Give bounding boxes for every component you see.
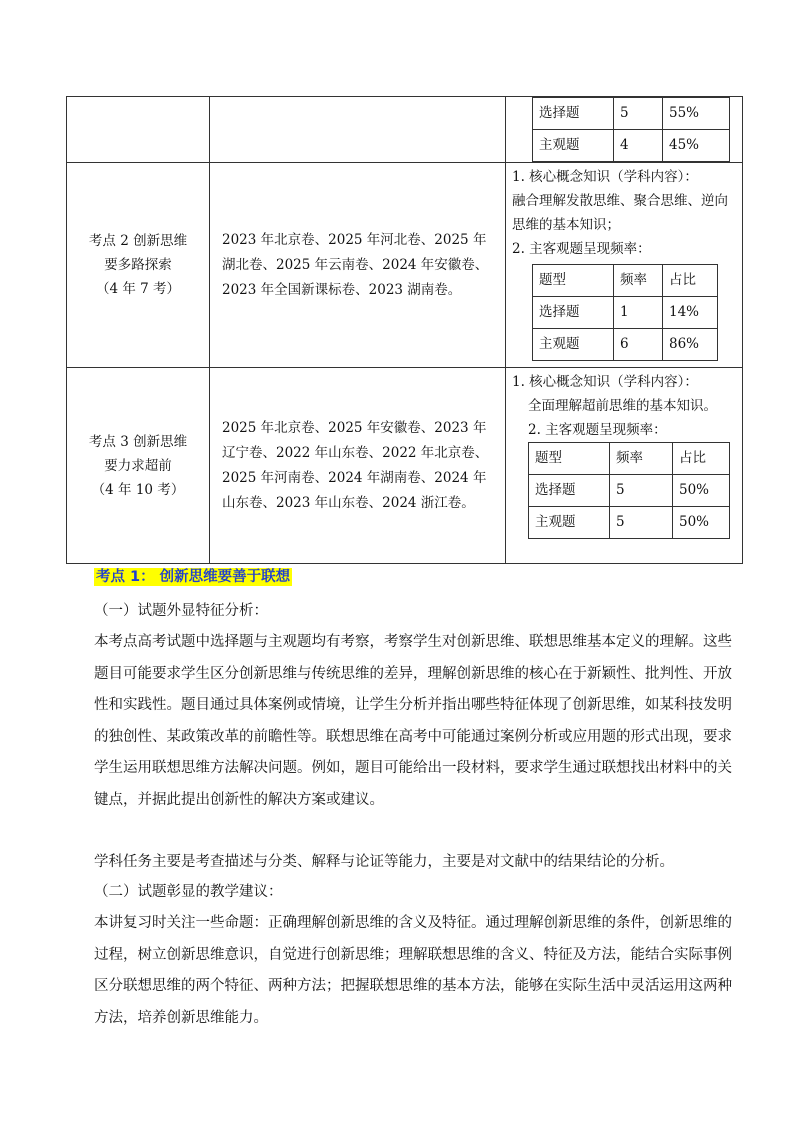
analysis-cell	[506, 97, 743, 163]
table-row	[533, 265, 718, 297]
papers-cell	[210, 368, 506, 564]
ratio-cell: 50%	[673, 507, 730, 539]
point-cell	[67, 163, 210, 368]
table-row	[529, 475, 730, 507]
frequency-table	[532, 264, 718, 361]
table-row	[529, 507, 730, 539]
type-cell: 选择题	[529, 475, 610, 507]
frequency-heading: 2. 主客观题呈现频率：	[528, 422, 667, 438]
type-cell: 选择题	[533, 297, 614, 329]
freq-cell: 1	[614, 297, 663, 329]
table-row	[67, 97, 743, 163]
section-heading	[94, 562, 734, 593]
papers-cell	[210, 97, 506, 163]
ratio-cell: 55%	[663, 98, 730, 130]
knowledge-heading: 1. 核心概念知识（学科内容）：	[512, 374, 698, 390]
freq-cell: 5	[610, 475, 673, 507]
paragraph-suggestions: 本讲复习时关注一些命题：正确理解创新思维的含义及特征。通过理解创新思维的条件，创新思维的过程，树立创新思维意识，自觉进行创新思维；理解联想思维的含义、特征及方法，能结合实际事例区分联想思维的两个特征、两种方法；把握联想思维的基本方法，能够在实际生活中灵活运用这两种方法，培养创新思维能力。	[94, 915, 732, 1026]
analysis-cell	[506, 163, 743, 368]
ratio-cell: 50%	[673, 475, 730, 507]
table-row	[533, 329, 718, 361]
point-cell	[67, 97, 210, 163]
table-row	[533, 98, 730, 130]
point-line: 要力求超前	[104, 457, 172, 474]
table-row	[533, 130, 730, 162]
ratio-cell: 45%	[663, 130, 730, 162]
type-cell: 主观题	[529, 507, 610, 539]
subheading-analysis: （一）试题外显特征分析：	[94, 603, 268, 619]
ratio-cell: 14%	[663, 297, 718, 329]
point-line: （4 年 10 考）	[91, 481, 185, 498]
freq-cell: 4	[614, 130, 663, 162]
paragraph-analysis: 本考点高考试题中选择题与主观题均有考察，考察学生对创新思维、联想思维基本定义的理解。这些题目可能要求学生区分创新思维与传统思维的差异，理解创新思维的核心在于新颖性、批判性、开放性和实践性。题目通过具体案例或情境，让学生分析并指出哪些特征体现了创新思维，如某科技发明的独创性、某政策改革的前瞻性等。联想思维在高考中可能通过案例分析或应用题的形式出现，要求学生运用联想思维方法解决问题。例如，题目可能给出一段材料，要求学生通过联想找出材料中的关键点，并据此提出创新性的解决方案或建议。	[94, 634, 732, 808]
frequency-table	[532, 97, 730, 162]
point-line: 考点 3 创新思维	[88, 433, 188, 450]
freq-cell: 6	[614, 329, 663, 361]
knowledge-heading: 1. 核心概念知识（学科内容）：	[512, 169, 698, 185]
header-cell: 占比	[673, 443, 730, 475]
header-cell: 占比	[663, 265, 718, 297]
freq-cell: 5	[614, 98, 663, 130]
table-row	[533, 297, 718, 329]
header-cell: 题型	[529, 443, 610, 475]
point-line: 考点 2 创新思维	[88, 233, 188, 249]
frequency-table	[528, 442, 730, 539]
knowledge-text: 全面理解超前思维的基本知识。	[528, 398, 717, 414]
frequency-heading: 2. 主客观题呈现频率：	[512, 241, 651, 257]
point-line: （4 年 7 考）	[95, 281, 181, 297]
point-line: 要多路探索	[104, 257, 172, 273]
header-cell: 频率	[610, 443, 673, 475]
subheading-suggestions: （二）试题彰显的教学建议：	[94, 884, 283, 900]
knowledge-text: 融合理解发散思维、聚合思维、逆向思维的基本知识；	[512, 193, 728, 233]
papers-text: 2023 年北京卷、2025 年河北卷、2025 年湖北卷、2025 年云南卷、2024 年安徽卷、2023 年全国新课标卷、2023 湖南卷。	[222, 231, 489, 298]
type-cell: 主观题	[533, 130, 614, 162]
papers-text: 2025 年北京卷、2025 年安徽卷、2023 年辽宁卷、2022 年山东卷、2022 年北京卷、2025 年河南卷、2024 年湖南卷、2024 年山东卷、2023 年山东卷、2024 浙江卷。	[222, 419, 489, 511]
ratio-cell: 86%	[663, 329, 718, 361]
point-cell	[67, 368, 210, 564]
table-row	[67, 163, 743, 368]
header-cell: 题型	[533, 265, 614, 297]
freq-cell: 5	[610, 507, 673, 539]
header-cell: 频率	[614, 265, 663, 297]
exam-analysis-table	[66, 96, 743, 564]
paragraph-task: 学科任务主要是考查描述与分类、解释与论证等能力，主要是对文献中的结果结论的分析。	[94, 854, 674, 870]
section-title: 考点 1： 创新思维要善于联想	[96, 569, 291, 585]
type-cell: 主观题	[533, 329, 614, 361]
table-row	[529, 443, 730, 475]
papers-cell	[210, 163, 506, 368]
analysis-cell	[506, 368, 743, 564]
type-cell: 选择题	[533, 98, 614, 130]
table-row	[67, 368, 743, 564]
